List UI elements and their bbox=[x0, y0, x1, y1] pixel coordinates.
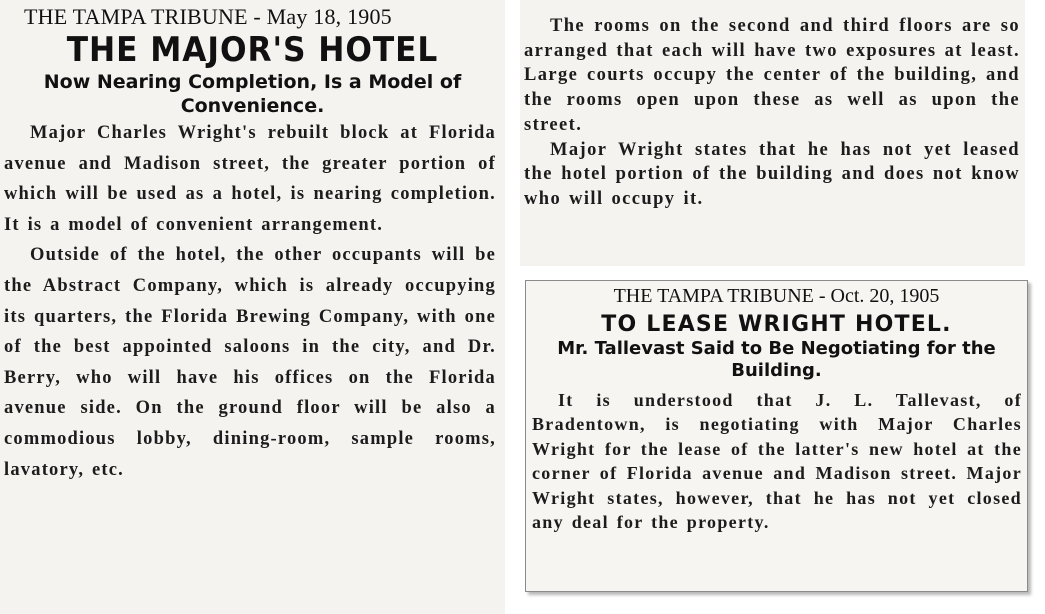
clipping-may-1905 bbox=[0, 0, 505, 614]
article-body bbox=[532, 388, 1022, 534]
subheadline: Now Nearing Completion, Is a Model of Convenience. bbox=[43, 71, 462, 117]
article-body-continued bbox=[524, 14, 1020, 212]
paragraph: The rooms on the second and third floors are so arranged that each will have two exposures at least. Large courts occupy the center of the building, and the rooms open upon these as well as upon the street. bbox=[524, 16, 1020, 135]
paragraph: Major Wright states that he has not yet leased the hotel portion of the building and does not know who will occupy it. bbox=[524, 139, 1020, 209]
headline: TO LEASE WRIGHT HOTEL. bbox=[601, 312, 952, 337]
masthead: THE TAMPA TRIBUNE - May 18, 1905 bbox=[24, 4, 392, 29]
paragraph: Major Charles Wright's rebuilt block at Florida avenue and Madison street, the greater portion of which will be used as a hotel, is nearing completion. It is a model of convenient arrangement. bbox=[4, 123, 496, 235]
clipping-oct-1905 bbox=[525, 280, 1028, 592]
masthead: THE TAMPA TRIBUNE - Oct. 20, 1905 bbox=[613, 285, 940, 307]
clipping-may-1905-continued bbox=[520, 0, 1025, 266]
paragraph: It is understood that J. L. Tallevast, of Bradentown, is negotiating with Major Charles Wright for the lease of the latter's new hotel at the corner of Florida avenue and Madison street. Major Wright states, however, that he has not yet closed any deal for the property. bbox=[532, 390, 1022, 533]
article-body bbox=[4, 118, 496, 485]
paragraph: Outside of the hotel, the other occupants will be the Abstract Company, which is already occupying its quarters, the Florida Brewing Company, with one of the best appointed saloons in the city, and Dr. Berry, who will have his offices on the Florida avenue side. On the ground floor will be also a commodious lobby, dining-room, sample rooms, lavatory, etc. bbox=[4, 245, 496, 480]
subheadline: Mr. Tallevast Said to Be Negotiating for the Building. bbox=[557, 338, 996, 381]
headline: THE MAJOR'S HOTEL bbox=[66, 30, 439, 70]
